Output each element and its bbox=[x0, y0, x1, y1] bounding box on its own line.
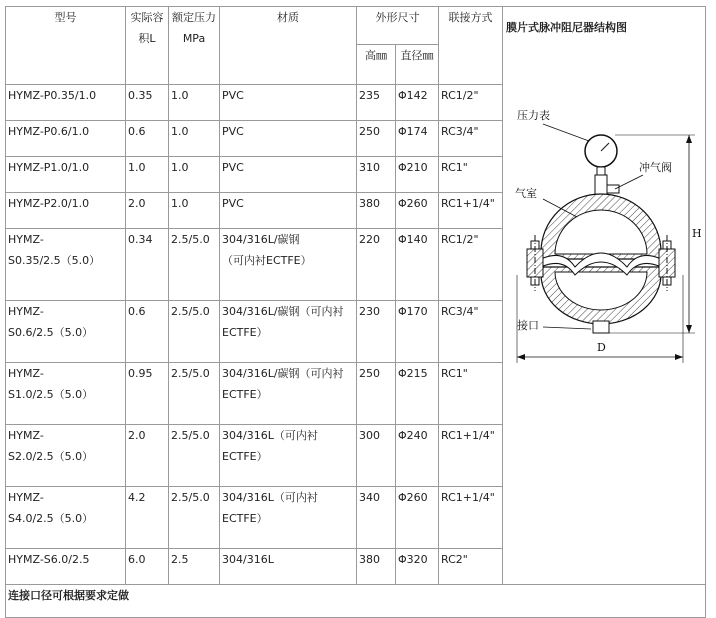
cell-height: 250 bbox=[357, 121, 396, 157]
cell-connection: RC1+1/4" bbox=[439, 487, 503, 549]
cell-material bbox=[220, 193, 357, 229]
cell-material bbox=[220, 85, 357, 121]
label-height: H bbox=[692, 227, 702, 240]
cell-material-line: PVC bbox=[222, 125, 244, 138]
cell-diameter: Φ210 bbox=[396, 157, 439, 193]
label-valve: 冲气阀 bbox=[639, 161, 672, 174]
cell-volume: 0.34 bbox=[126, 229, 169, 301]
cell-material-line: （可内衬ECTFE） bbox=[222, 254, 312, 267]
cell-height: 310 bbox=[357, 157, 396, 193]
cell-model-line: S0.35/2.5（5.0） bbox=[8, 254, 101, 267]
cell-material bbox=[220, 229, 357, 301]
header-dimensions: 外形尺寸 bbox=[357, 7, 439, 45]
header-height: 高㎜ bbox=[357, 45, 396, 85]
cell-material bbox=[220, 549, 357, 585]
cell-height: 250 bbox=[357, 363, 396, 425]
cell-pressure: 1.0 bbox=[169, 193, 220, 229]
cell-model-line: HYMZ- bbox=[8, 233, 44, 246]
cell-model-line: HYMZ- bbox=[8, 429, 44, 442]
header-volume: 实际容 积L bbox=[126, 7, 169, 85]
cell-volume: 4.2 bbox=[126, 487, 169, 549]
cell-pressure: 1.0 bbox=[169, 85, 220, 121]
footnote: 连接口径可根据要求定做 bbox=[6, 585, 706, 618]
cell-model-line: HYMZ-P0.6/1.0 bbox=[8, 125, 90, 138]
cell-diameter: Φ260 bbox=[396, 193, 439, 229]
cell-connection: RC1+1/4" bbox=[439, 425, 503, 487]
cell-model-line: HYMZ-P0.35/1.0 bbox=[8, 89, 97, 102]
cell-pressure: 2.5/5.0 bbox=[169, 487, 220, 549]
cell-height: 235 bbox=[357, 85, 396, 121]
cell-pressure: 2.5/5.0 bbox=[169, 425, 220, 487]
cell-model-line: S4.0/2.5（5.0） bbox=[8, 512, 94, 525]
cell-diameter: Φ140 bbox=[396, 229, 439, 301]
spec-table bbox=[5, 6, 706, 618]
cell-height: 380 bbox=[357, 193, 396, 229]
cell-connection: RC1+1/4" bbox=[439, 193, 503, 229]
cell-model-line: HYMZ-P2.0/1.0 bbox=[8, 197, 90, 210]
cell-diameter: Φ215 bbox=[396, 363, 439, 425]
cell-material-line: 304/316L/碳钢 bbox=[222, 233, 300, 246]
cell-material-line: 304/316L（可内衬 bbox=[222, 491, 318, 504]
cell-material bbox=[220, 121, 357, 157]
label-port: 接口 bbox=[517, 319, 539, 332]
cell-material bbox=[220, 487, 357, 549]
cell-connection: RC1/2" bbox=[439, 85, 503, 121]
cell-connection: RC1" bbox=[439, 157, 503, 193]
cell-pressure: 2.5/5.0 bbox=[169, 363, 220, 425]
cell-volume: 2.0 bbox=[126, 425, 169, 487]
cell-model bbox=[6, 121, 126, 157]
bottom-port bbox=[593, 321, 609, 333]
cell-model-line: S0.6/2.5（5.0） bbox=[8, 326, 94, 339]
label-chamber: 气室 bbox=[515, 187, 537, 200]
diagram-title: 膜片式脉冲阻尼器结构图 bbox=[506, 21, 627, 34]
cell-model-line: HYMZ-P1.0/1.0 bbox=[8, 161, 90, 174]
label-diameter: D bbox=[597, 341, 606, 354]
cell-volume: 0.6 bbox=[126, 121, 169, 157]
cell-material bbox=[220, 363, 357, 425]
cell-volume: 0.35 bbox=[126, 85, 169, 121]
cell-height: 300 bbox=[357, 425, 396, 487]
cell-model bbox=[6, 301, 126, 363]
cell-material-line: 304/316L/碳钢（可内衬 bbox=[222, 305, 344, 318]
cell-model bbox=[6, 487, 126, 549]
header-material: 材质 bbox=[220, 7, 357, 85]
cell-model-line: S2.0/2.5（5.0） bbox=[8, 450, 94, 463]
cell-model bbox=[6, 425, 126, 487]
header-connection: 联接方式 bbox=[439, 7, 503, 85]
cell-diameter: Φ240 bbox=[396, 425, 439, 487]
cell-material bbox=[220, 301, 357, 363]
cell-material bbox=[220, 157, 357, 193]
cell-volume: 6.0 bbox=[126, 549, 169, 585]
cell-volume: 0.6 bbox=[126, 301, 169, 363]
label-gauge: 压力表 bbox=[517, 109, 550, 122]
cell-material-line: PVC bbox=[222, 89, 244, 102]
cell-volume: 0.95 bbox=[126, 363, 169, 425]
cell-material bbox=[220, 425, 357, 487]
cell-diameter: Φ260 bbox=[396, 487, 439, 549]
cell-material-line: 304/316L bbox=[222, 553, 274, 566]
cell-model bbox=[6, 85, 126, 121]
header-diameter: 直径㎜ bbox=[396, 45, 439, 85]
cell-model-line: HYMZ-S6.0/2.5 bbox=[8, 553, 90, 566]
cell-material-line: PVC bbox=[222, 197, 244, 210]
cell-material-line: 304/316L/碳钢（可内衬 bbox=[222, 367, 344, 380]
header-pressure: 额定压力 MPa bbox=[169, 7, 220, 85]
damper-structure-drawing bbox=[503, 89, 706, 419]
charge-valve bbox=[607, 185, 619, 193]
cell-material-line: PVC bbox=[222, 161, 244, 174]
diagram-cell bbox=[503, 7, 706, 585]
cell-connection: RC3/4" bbox=[439, 301, 503, 363]
cell-diameter: Φ174 bbox=[396, 121, 439, 157]
cell-model bbox=[6, 157, 126, 193]
cell-volume: 1.0 bbox=[126, 157, 169, 193]
cell-model-line: HYMZ- bbox=[8, 367, 44, 380]
cell-diameter: Φ142 bbox=[396, 85, 439, 121]
cell-connection: RC3/4" bbox=[439, 121, 503, 157]
cell-diameter: Φ320 bbox=[396, 549, 439, 585]
cell-volume: 2.0 bbox=[126, 193, 169, 229]
cell-pressure: 2.5/5.0 bbox=[169, 229, 220, 301]
cell-height: 230 bbox=[357, 301, 396, 363]
cell-model-line: HYMZ- bbox=[8, 491, 44, 504]
cell-material-line: ECTFE） bbox=[222, 450, 268, 463]
cell-model bbox=[6, 229, 126, 301]
cell-connection: RC1/2" bbox=[439, 229, 503, 301]
cell-model-line: S1.0/2.5（5.0） bbox=[8, 388, 94, 401]
cell-model bbox=[6, 193, 126, 229]
cell-height: 380 bbox=[357, 549, 396, 585]
cell-model bbox=[6, 549, 126, 585]
cell-material-line: ECTFE） bbox=[222, 512, 268, 525]
cell-connection: RC2" bbox=[439, 549, 503, 585]
cell-material-line: ECTFE） bbox=[222, 326, 268, 339]
cell-material-line: 304/316L（可内衬 bbox=[222, 429, 318, 442]
header-model: 型号 bbox=[6, 7, 126, 85]
cell-pressure: 1.0 bbox=[169, 121, 220, 157]
cell-material-line: ECTFE） bbox=[222, 388, 268, 401]
cell-height: 220 bbox=[357, 229, 396, 301]
cell-connection: RC1" bbox=[439, 363, 503, 425]
cell-model bbox=[6, 363, 126, 425]
cell-pressure: 2.5 bbox=[169, 549, 220, 585]
cell-model-line: HYMZ- bbox=[8, 305, 44, 318]
cell-height: 340 bbox=[357, 487, 396, 549]
cell-pressure: 2.5/5.0 bbox=[169, 301, 220, 363]
cell-pressure: 1.0 bbox=[169, 157, 220, 193]
cell-diameter: Φ170 bbox=[396, 301, 439, 363]
